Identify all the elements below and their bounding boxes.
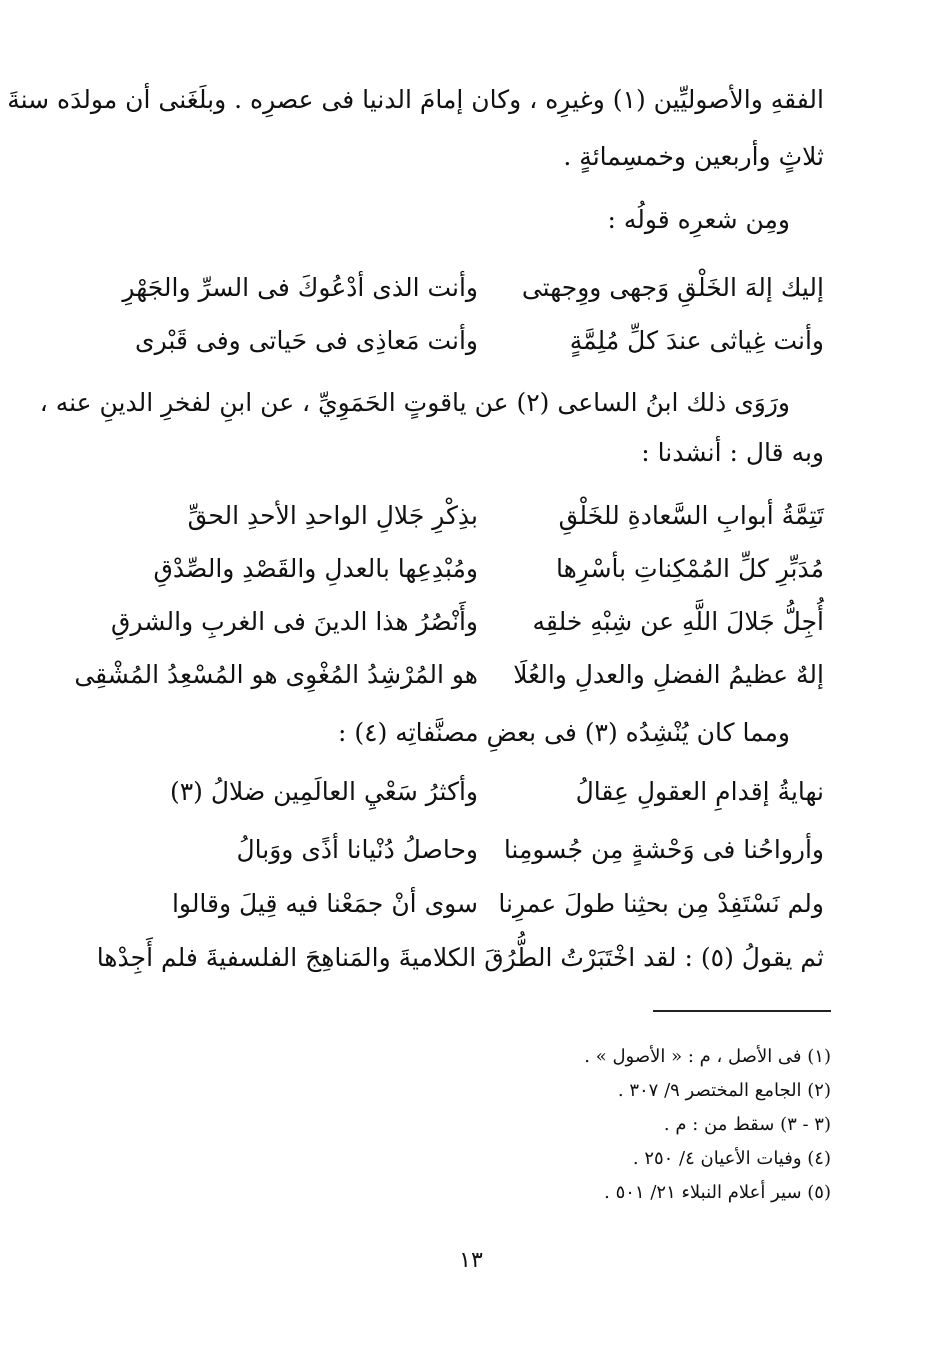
verse-first-hemistich: تَتِمَّةُ أبوابِ السَّعادةِ للخَلْقِ bbox=[558, 501, 824, 530]
verse-first-hemistich: وأنت غِياثى عندَ كلِّ مُلِمَّةٍ bbox=[569, 326, 824, 355]
verse-second-hemistich: هو المُرْشِدُ المُغْوِى هو المُسْعِدُ المُشْقِى bbox=[74, 660, 478, 689]
text-line: ومما كان يُنْشِدُه (٣) فى بعضِ مصنَّفاتِه (٤) : bbox=[338, 718, 790, 747]
verse-first-hemistich: إليك إلهَ الخَلْقِ وَجهى ووِجهتى bbox=[521, 273, 824, 302]
verse-line bbox=[118, 884, 824, 924]
verse-second-hemistich: وأنت مَعاذِى فى حَياتى وفى قَبْرى bbox=[135, 326, 478, 355]
verse-second-hemistich: وأَنْصُرُ هذا الدينَ فى الغربِ والشرقِ bbox=[111, 607, 478, 636]
verse-line bbox=[118, 496, 824, 536]
verse-second-hemistich: وأنت الذى أدْعُوكَ فى السرِّ والجَهْرِ bbox=[122, 273, 478, 302]
verse-line bbox=[74, 655, 824, 695]
footnote-divider bbox=[653, 1010, 831, 1012]
text-line: ثلاثٍ وأربعين وخمسِمائةٍ . bbox=[563, 142, 824, 171]
verse-second-hemistich: وحاصلُ دُنْيانا أذًى ووَبالُ bbox=[236, 835, 478, 864]
page-number: ١٣ bbox=[459, 1248, 483, 1273]
verse-line bbox=[118, 321, 824, 361]
footnote: (٥) سير أعلام النبلاء ٢١/ ٥٠١ . bbox=[604, 1182, 831, 1203]
verse-line bbox=[118, 772, 824, 812]
verse-first-hemistich: مُدَبِّرِ كلِّ المُمْكِناتِ بأسْرِها bbox=[555, 554, 824, 583]
text-line: وبه قال : أنشدنا : bbox=[641, 438, 824, 467]
verse-line bbox=[111, 602, 824, 642]
text-line: ومِن شعرِه قولُه : bbox=[607, 205, 790, 234]
verse-first-hemistich: وأرواحُنا فى وَحْشةٍ مِن جُسومِنا bbox=[503, 835, 824, 864]
text-line: الفقهِ والأصوليِّين (١) وغيرِه ، وكان إمامَ الدنيا فى عصرِه . وبلَغَنى أن مولدَه سنةَ bbox=[7, 85, 824, 114]
verse-line bbox=[118, 549, 824, 589]
footnote: (٤) وفيات الأعيان ٤/ ٢٥٠ . bbox=[632, 1148, 831, 1169]
verse-line bbox=[118, 268, 824, 308]
verse-second-hemistich: ومُبْدِعِها بالعدلِ والقَصْدِ والصِّدْقِ bbox=[153, 554, 478, 583]
verse-first-hemistich: نهايةُ إقدامِ العقولِ عِقالُ bbox=[575, 777, 824, 806]
verse-first-hemistich: ولم نَسْتَفِدْ مِن بحثِنا طولَ عمرِنا bbox=[498, 889, 824, 918]
text-line: ورَوَى ذلك ابنُ الساعى (٢) عن ياقوتٍ الحَمَوِيِّ ، عن ابنِ لفخرِ الدينِ عنه ، bbox=[39, 388, 790, 417]
footnote: (٢) الجامع المختصر ٩/ ٣٠٧ . bbox=[617, 1080, 831, 1101]
footnote: (٣ - ٣) سقط من : م . bbox=[663, 1114, 831, 1135]
verse-second-hemistich: بذِكْرِ جَلالِ الواحدِ الأحدِ الحقِّ bbox=[187, 501, 478, 530]
verse-second-hemistich: وأكثرُ سَعْيِ العالَمِين ضلالُ (٣) bbox=[169, 777, 478, 806]
verse-first-hemistich: أُجِلُّ جَلالَ اللَّهِ عن شِبْهِ خلقِه bbox=[532, 607, 824, 636]
text-line: ثم يقولُ (٥) : لقد اخْتَبَرْتُ الطُّرُقَ الكلاميةَ والمَناهِجَ الفلسفيةَ فلم أَجِدْها bbox=[96, 943, 824, 972]
verse-second-hemistich: سوى أنْ جمَعْنا فيه قِيلَ وقالوا bbox=[171, 889, 478, 918]
footnote: (١) فى الأصل ، م : « الأصول » . bbox=[584, 1046, 831, 1067]
verse-line bbox=[118, 830, 824, 870]
verse-first-hemistich: إلهٌ عظيمُ الفضلِ والعدلِ والعُلَا bbox=[513, 660, 824, 689]
